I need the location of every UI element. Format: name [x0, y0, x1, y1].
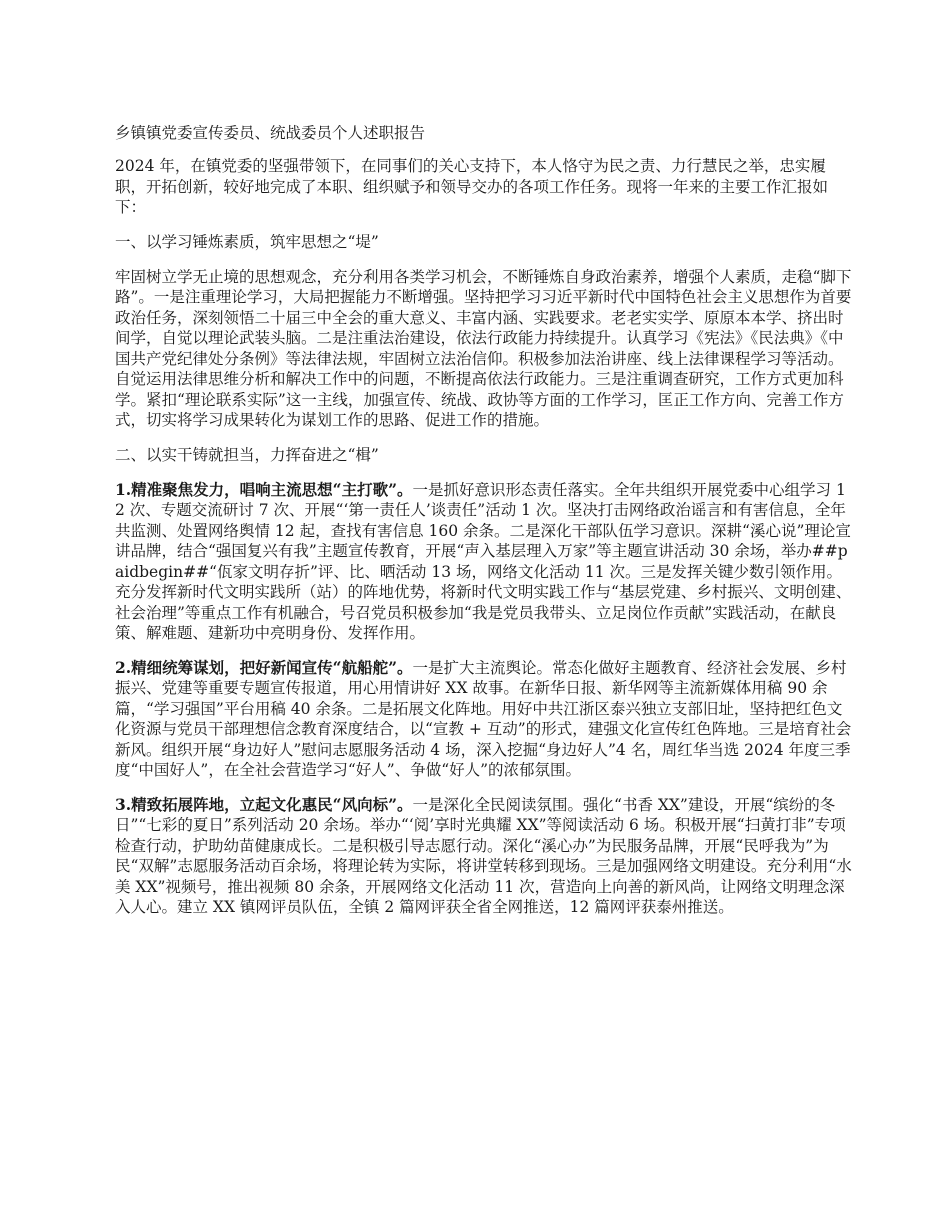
item-2-lead: 2.精细统筹谋划，把好新闻宣传“航船舵”。 — [115, 657, 413, 677]
item-3-lead: 3.精致拓展阵地，立起文化惠民“风向标”。 — [115, 794, 413, 814]
item-2-body: 一是扩大主流舆论。常态化做好主题教育、经济社会发展、乡村振兴、党建等重要专题宣传报道，用心用情讲好 XX 故事。在新华日报、新华网等主流新媒体用稿 90 余篇，“学习强国”平台用稿 40 余条。二是拓展文化阵地。用好中共江浙区泰兴独立支部旧址，坚持把红色文化资源与党员干部理想信念教育深度结合，以“宣教 + 互动”的形式，建强文化宣传红色阵地。三是培育社会新风。组织开展“身边好人”慰问志愿服务活动 4 场，深入挖掘“身边好人”4 名，周红华当选 2024 年度三季度“中国好人”，在全社会营造学习“好人”、争做“好人”的浓郁氛围。 — [115, 658, 852, 779]
intro-paragraph: 2024 年，在镇党委的坚强带领下，在同事们的关心支持下，本人恪守为民之责、力行慧民之举，忠实履职，开拓创新，较好地完成了本职、组织赋予和领导交办的各项工作任务。现将一年来的主要工作汇报如下： — [115, 157, 829, 216]
item-3-body: 一是深化全民阅读氛围。强化“书香 XX”建设，开展“缤纷的冬日”“七彩的夏日”系列活动 20 余场。举办“‘阅’享时光典耀 XX”等阅读活动 6 场。积极开展“扫黄打非”专项检查行动，护助幼苗健康成长。二是积极引导志愿行动。深化“溪心办”为民服务品牌，开展“民呼我为”为民“双解”志愿服务活动百余场，将理论转为实际，将讲堂转移到现场。三是加强网络文明建设。充分利用“水美 XX”视频号，推出视频 80 余条，开展网络文化活动 11 次，营造向上向善的新风尚，让网络文明理念深入人心。建立 XX 镇网评员队伍，全镇 2 篇网评获全省全网推送，12 篇网评获泰州推送。 — [115, 795, 852, 916]
section-heading-1: 一、以学习锤炼素质，筑牢思想之“堤” — [115, 232, 379, 251]
item-1-lead: 1.精准聚焦发力，唱响主流思想“主打歌”。 — [115, 479, 413, 499]
section-heading-2: 二、以实干铸就担当，力挥奋进之“楫” — [115, 445, 379, 464]
document-page — [115, 122, 852, 932]
document-title: 乡镇镇党委宣传委员、统战委员个人述职报告 — [115, 124, 426, 142]
item-paragraph-3 — [115, 795, 852, 918]
item-paragraph-2 — [115, 658, 852, 781]
section-1-body: 牢固树立学无止境的思想观念，充分利用各类学习机会，不断锤炼自身政治素养，增强个人素质，走稳“脚下路”。一是注重理论学习，大局把握能力不断增强。坚持把学习习近平新时代中国特色社会主义思想作为首要政治任务，深刻领悟二十届三中全会的重大意义、丰富内涵、实践要求。老老实实学、原原本本学、挤出时间学，自觉以理论武装头脑。二是注重法治建设，依法行政能力持续提升。认真学习《宪法》《民法典》《中国共产党纪律处分条例》等法律法规，牢固树立法治信仰。积极参加法治讲座、线上法律课程学习等活动。自觉运用法律思维分析和解决工作中的问题，不断提高依法行政能力。三是注重调查研究，工作方式更加科学。紧扣“理论联系实际”这一主线，加强宣传、统战、政协等方面的工作学习，匡正工作方向、完善工作方式，切实将学习成果转化为谋划工作的思路、促进工作的措施。 — [115, 267, 852, 429]
item-1-body: 一是抓好意识形态责任落实。全年共组织开展党委中心组学习 12 次、专题交流研讨 7 次、开展“‘第一责任人’谈责任”活动 1 次。坚决打击网络政治谣言和有害信息，全年共监测、处置网络舆情 12 起，查找有害信息 160 余条。二是深化干部队伍学习意识。深耕“溪心说”理论宣讲品牌，结合“强国复兴有我”主题宣传教育，开展“声入基层理入万家”等主题宣讲活动 30 余场，举办##paidbegin##“佤家文明存折”评、比、晒活动 13 场，网络文化活动 11 次。三是发挥关键少数引领作用。充分发挥新时代文明实践所（站）的阵地优势，将新时代文明实践工作与“基层党建、乡村振兴、文明创建、社会治理”等重点工作有机融合，号召党员积极参加“我是党员我带头、立足岗位作贡献”实践活动，在献良策、解难题、建新功中亮明身份、发挥作用。 — [115, 480, 852, 642]
item-paragraph-1 — [115, 480, 852, 644]
